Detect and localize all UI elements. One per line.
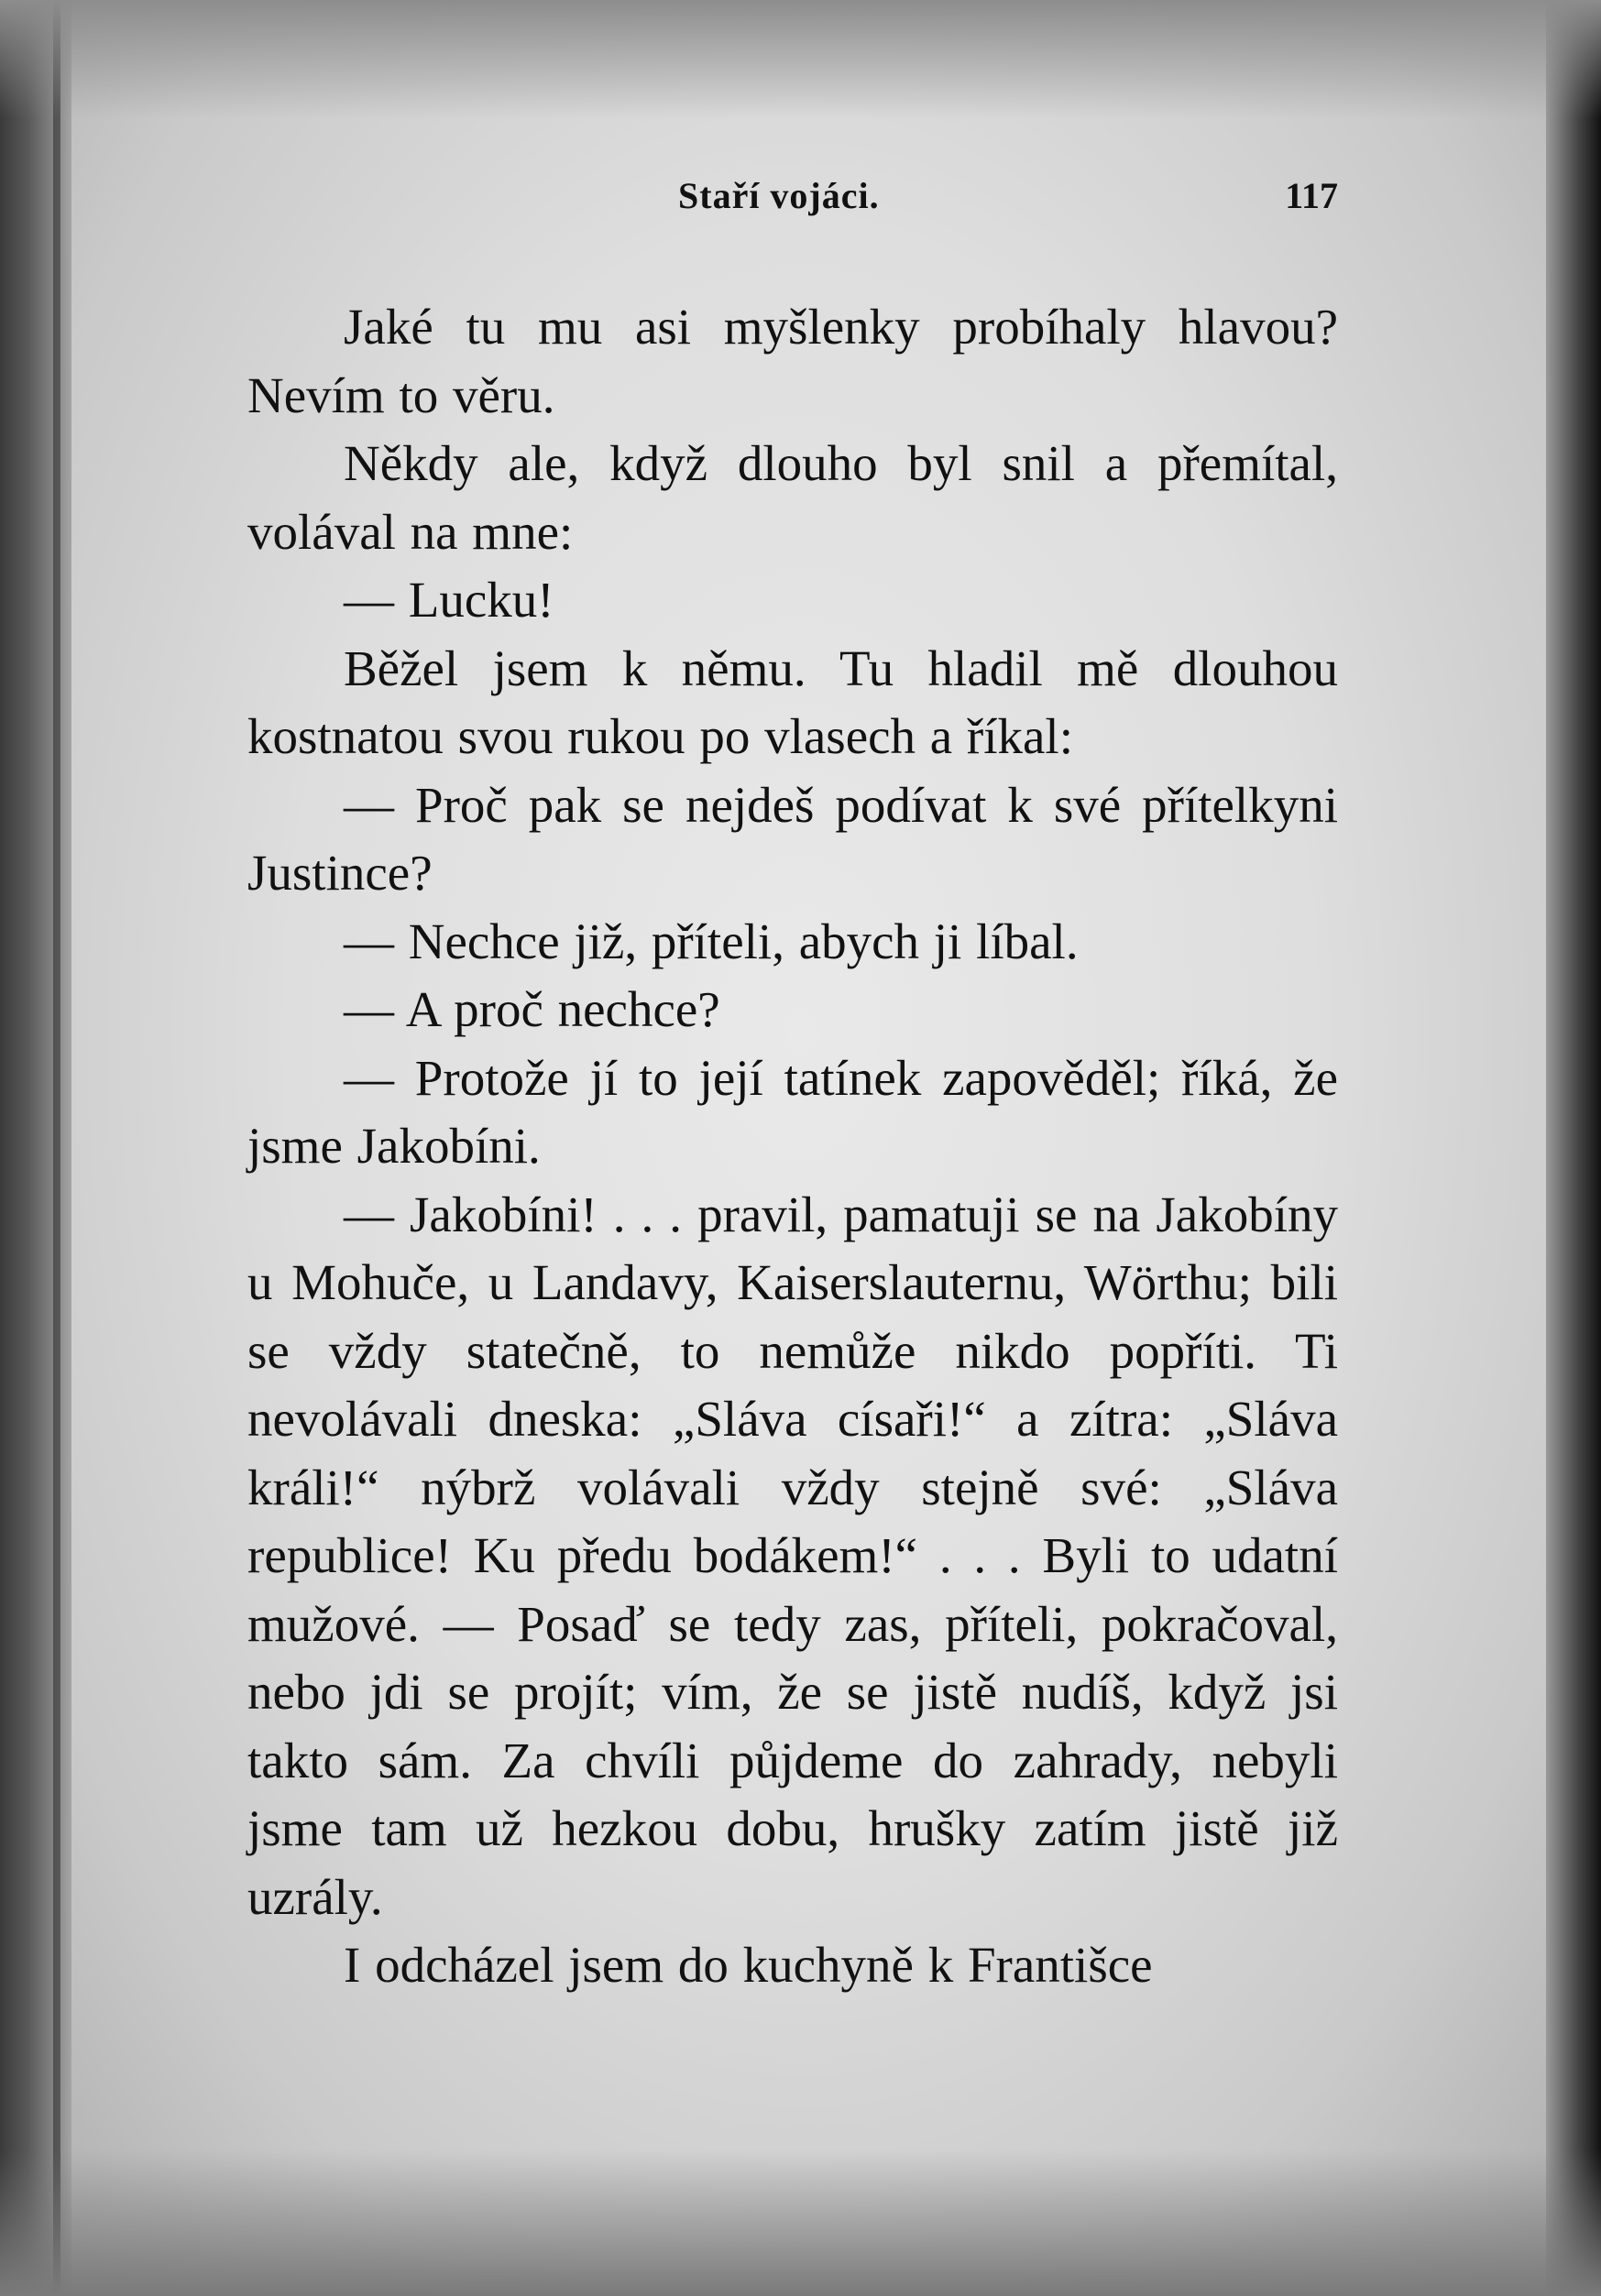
binding-edge: [0, 0, 71, 2296]
paragraph: Někdy ale, když dlouho byl snil a přemítal, volával na mne:: [247, 435, 1338, 560]
paragraph: Jaké tu mu asi myšlenky probíhaly hlavou? Nevím to věru.: [247, 299, 1338, 423]
top-shadow: [0, 0, 1601, 119]
page-number: 117: [1285, 175, 1338, 216]
paragraph: — Jakobíni! . . . pravil, pamatuji se na Jakobíny u Mohuče, u Landavy, Kaiserslauternu, Wörthu; bili se vždy statečně, to nemůže nikdo popříti. Ti nevolávali dneska: „Sláva císaři!“ a zítra: „Sláva králi!“ nýbrž volávali vždy stejně své: „Sláva republice! Ku předu bodákem!“ . . . Byli to udatní mužové. — Posaď se tedy zas, příteli, pokračoval, nebo jdi se projít; vím, že se jistě nudíš, když jsi takto sám. Za chvíli půjdeme do zahrady, nebyli jsme tam už hezkou dobu, hrušky zatím jistě již uzrály.: [247, 1186, 1338, 1925]
paragraph: — Lucku!: [344, 572, 554, 628]
running-head-title: Staří vojáci.: [678, 175, 880, 216]
running-head: [247, 174, 1338, 229]
book-page: [247, 174, 1338, 2000]
bottom-shadow: [0, 2149, 1601, 2296]
page-right-edge: [1546, 0, 1601, 2296]
paragraph: — Proč pak se nejdeš podívat k své přítelkyni Justince?: [247, 776, 1338, 901]
binding-shadow-line: [53, 0, 60, 2296]
paragraph: Běžel jsem k němu. Tu hladil mě dlouhou kostnatou svou rukou po vlasech a říkal:: [247, 640, 1338, 764]
paragraph: — A proč nechce?: [344, 981, 720, 1037]
paragraph: — Protože jí to její tatínek zapověděl; říká, že jsme Jakobíni.: [247, 1049, 1338, 1174]
paragraph: I odcházel jsem do kuchyně k Františce: [344, 1937, 1153, 1993]
body-text: [247, 293, 1338, 2000]
paragraph: — Nechce již, příteli, abych ji líbal.: [344, 913, 1079, 969]
